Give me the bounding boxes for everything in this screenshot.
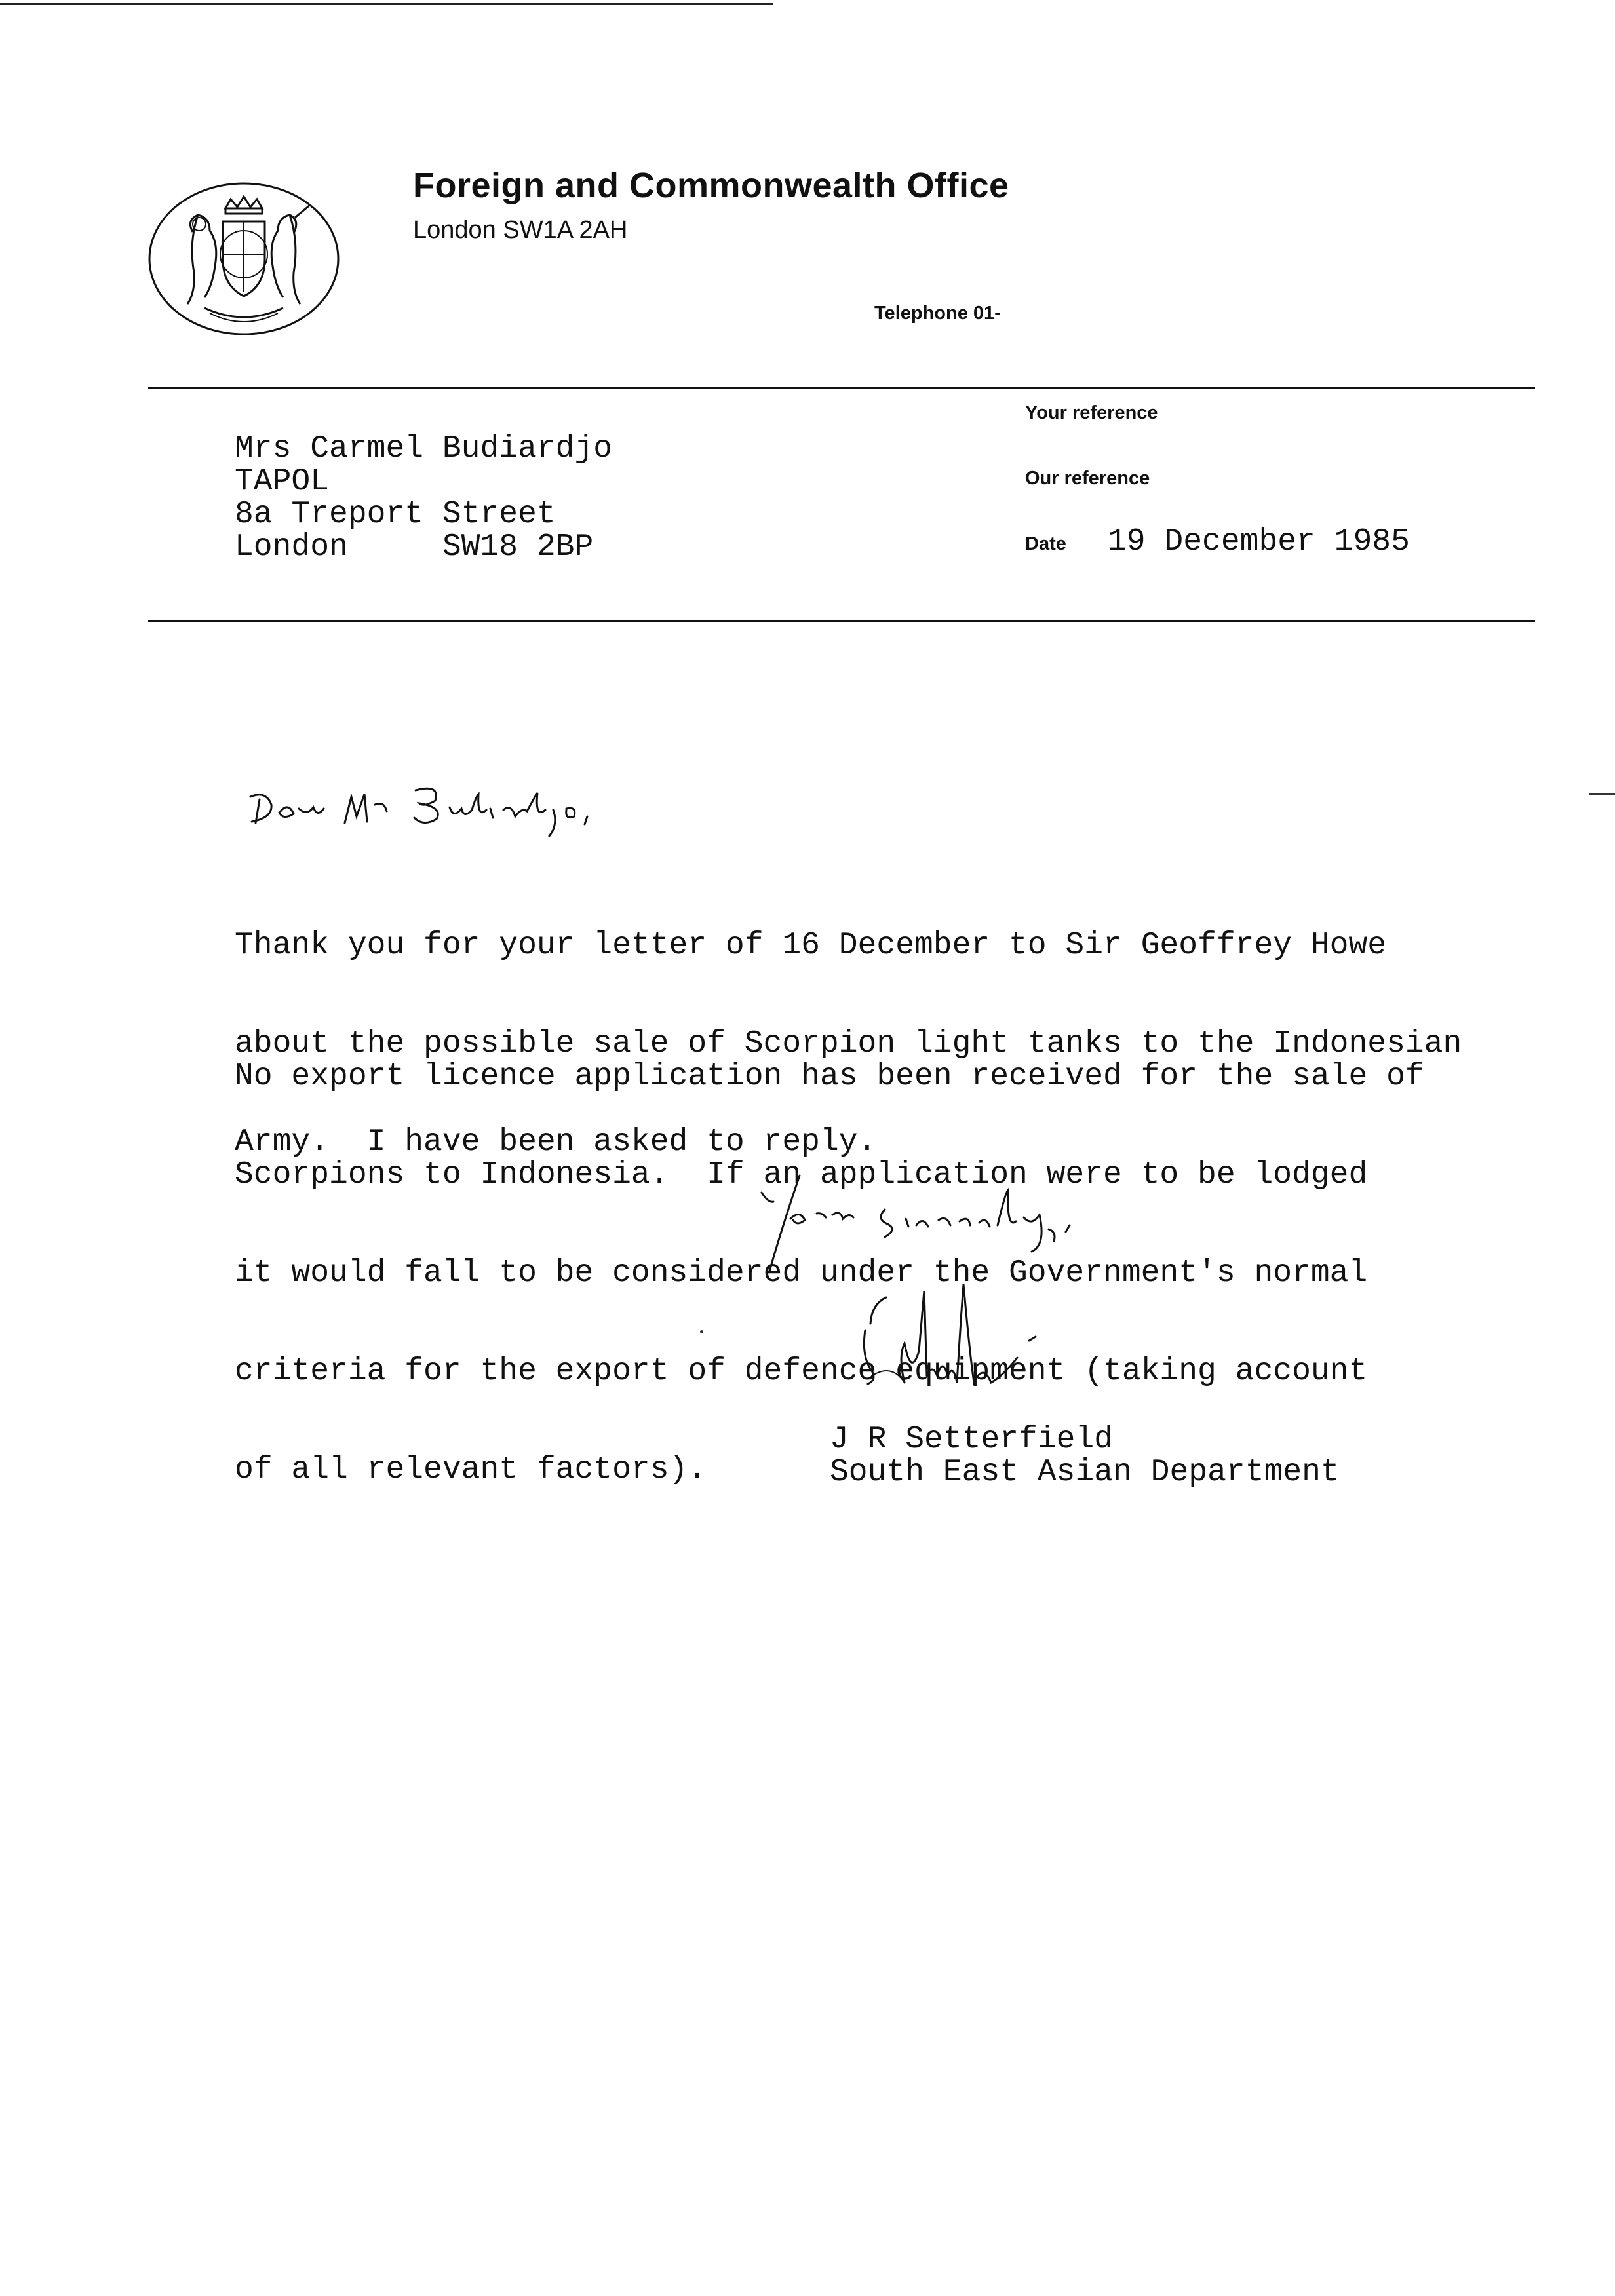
recipient-line: London SW18 2BP [235,529,594,565]
date-value: 19 December 1985 [1108,524,1410,560]
body-line: No export licence application has been received for the sale of [235,1059,1424,1094]
divider-top [148,387,1535,389]
recipient-line: 8a Treport Street [235,497,556,532]
body-line: it would fall to be considered under the Government's normal [235,1255,1368,1291]
your-reference-label: Your reference [1025,402,1158,423]
body-line: Thank you for your letter of 16 December to Sir Geoffrey Howe [235,928,1387,963]
body-line: Army. I have been asked to reply. [235,1124,877,1160]
signer-department: South East Asian Department [830,1455,1340,1490]
recipient-line: Mrs Carmel Budiardjo [235,431,613,467]
divider-bottom [148,620,1535,622]
signer-name: J R Setterfield [830,1422,1114,1457]
ink-dot [700,1330,703,1333]
handwritten-salutation [246,771,666,843]
margin-mark [1589,793,1615,795]
recipient-line: TAPOL [235,464,330,499]
handwritten-signature [846,1278,1147,1409]
telephone-label: Telephone 01- [874,303,1001,324]
body-line: Scorpions to Indonesia. If an application were to be lodged [235,1157,1368,1193]
organisation-address: London SW1A 2AH [413,216,628,244]
body-line: of all relevant factors). [235,1452,707,1487]
organisation-name: Foreign and Commonwealth Office [413,166,1009,205]
royal-coat-of-arms-icon [147,181,341,337]
date-label: Date [1025,533,1066,554]
handwritten-closing [754,1166,1121,1284]
scan-edge-line [0,3,773,5]
our-reference-label: Our reference [1025,468,1150,489]
body-line: criteria for the export of defence equipment (taking account [235,1354,1368,1389]
body-line: about the possible sale of Scorpion light tanks to the Indonesian [235,1026,1462,1062]
